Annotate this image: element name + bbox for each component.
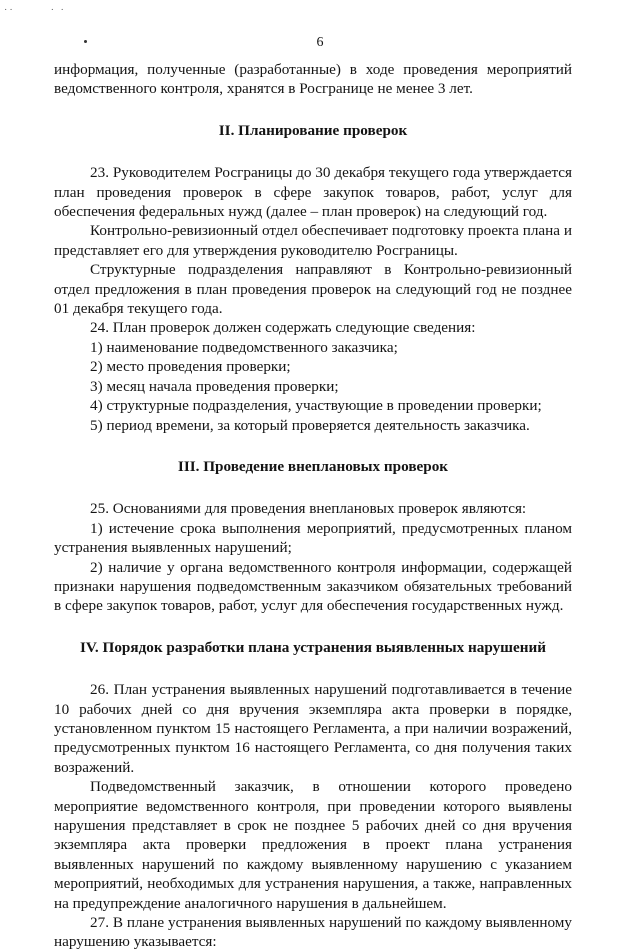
paragraph-26: 26. План устранения выявленных нарушений подготавливается в течение 10 рабочих дней со дня вручения экземпляра акта проверки в порядке, установленном пунктом 15 настоящего Регламента, а при наличии возражений, предусмотренных пунктом 16 настоящего Регламента, со дня получения таких возражений.	[54, 681, 572, 776]
paragraph-24: 24. План проверок должен содержать следующие сведения:	[90, 319, 476, 337]
document-body	[54, 60, 572, 952]
paragraph-27: 27. В плане устранения выявленных нарушений по каждому выявленному нарушению указывается:	[54, 914, 572, 951]
section-heading-remediation: IV. Порядок разработки плана устранения выявленных нарушений	[80, 638, 546, 656]
intro-paragraph: информация, полученные (разработанные) в ходе проведения мероприятий ведомственного контроля, хранятся в Росгранице не менее 3 лет.	[54, 61, 572, 98]
section-heading-planning: II. Планирование проверок	[218, 121, 408, 139]
paragraph-audit-department: Контрольно-ревизионный отдел обеспечивает подготовку проекта плана и представляет его для утверждения руководителю Росграницы.	[54, 222, 572, 259]
list-item: 2) место проведения проверки;	[90, 358, 291, 376]
list-item: 4) структурные подразделения, участвующие в проведении проверки;	[90, 397, 542, 415]
page-number: 6	[316, 35, 324, 50]
section-heading-unscheduled: III. Проведение внеплановых проверок	[177, 457, 449, 475]
scan-artifact: ˙˙ ˙ ˙	[4, 8, 66, 19]
paragraph-structural-units: Структурные подразделения направляют в Контрольно-ревизионный отдел предложения в план проведения проверок на следующий год не позднее 01 декабря текущего года.	[54, 261, 572, 318]
list-item: 3) месяц начала проведения проверки;	[90, 377, 339, 395]
list-item: 2) наличие у органа ведомственного контроля информации, содержащей признаки нарушения подведомственным заказчиком обязательных требований в сфере закупок товаров, работ, услуг для обеспечения государственных нужд.	[54, 558, 572, 615]
list-item: 5) период времени, за который проверяется деятельность заказчика.	[90, 416, 530, 434]
list-item: 1) истечение срока выполнения мероприятий, предусмотренных планом устранения выявленных нарушений;	[54, 519, 572, 557]
paragraph-23: 23. Руководителем Росграницы до 30 декабря текущего года утверждается план проведения проверок в сфере закупок товаров, работ, услуг для обеспечения федеральных нужд (далее – план проверок) на следующий год.	[54, 164, 572, 221]
paragraph-subordinate-customer: Подведомственный заказчик, в отношении которого проведено мероприятие ведомственного контроля, при проведении которого выявлены нарушения представляет в срок не позднее 5 рабочих дней со дня вручения экземпляра акта проверки предложения в проект плана устранения выявленных нарушений по каждому выявленному нарушению с указанием мероприятий, необходимых для устранения нарушения, а также, направленных на предупреждение аналогичного нарушения в дальнейшем.	[54, 778, 572, 912]
list-item: 1) наименование подведомственного заказчика;	[90, 338, 398, 356]
paragraph-25: 25. Основаниями для проведения внеплановых проверок являются:	[90, 500, 527, 518]
